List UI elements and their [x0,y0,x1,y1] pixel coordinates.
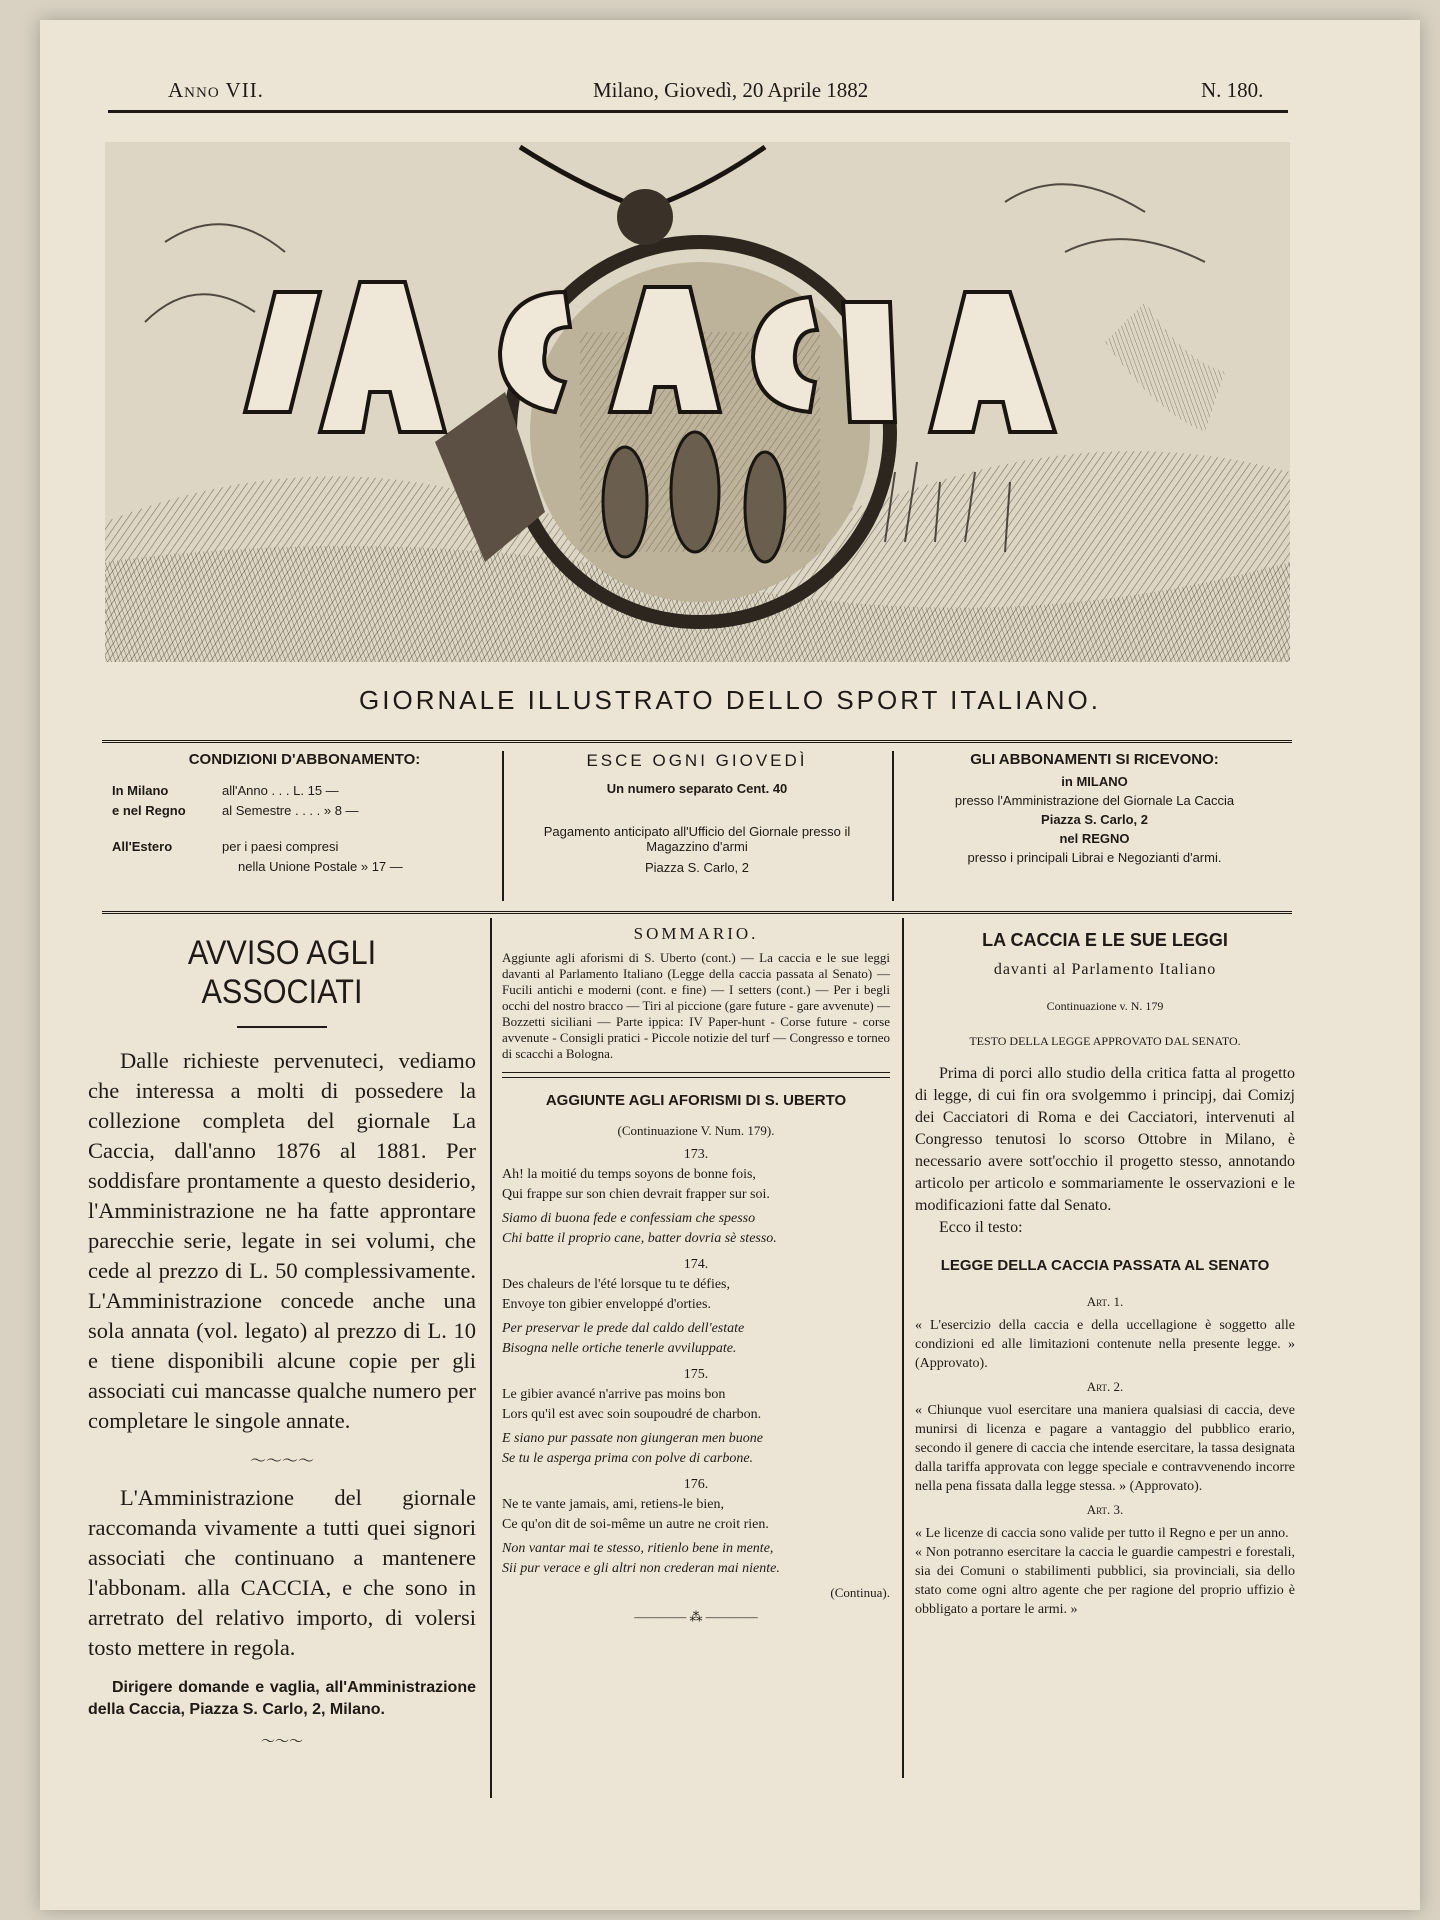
verse-translation: Bisogna nelle ortiche tenerle avviluppate. [502,1341,737,1356]
title-underline [237,1026,327,1028]
contact-paragraph: Dirigere domande e vaglia, all'Amministrazione della Caccia, Piazza S. Carlo, 2, Milano. [88,1679,476,1718]
law-continuation: Continuazione v. N. 179 [1046,999,1164,1013]
ornament-divider: 〜〜〜〜 [249,1453,314,1470]
weekly-info [512,743,882,911]
masthead-subtitle: GIORNALE ILLUSTRATO DELLO SPORT ITALIANO. [359,685,1101,715]
verse-translation: E siano pur passate non giungeran men buone [502,1431,763,1446]
conditions-table [112,783,492,879]
verse-number: 174. [683,1257,709,1272]
law-subtitle: davanti al Parlamento Italiano [993,961,1217,978]
verse-line: Ce qu'on dit de soi-même un autre ne croit rien. [502,1517,769,1532]
offices-regno: nel REGNO [1059,831,1130,846]
subscription-box [102,740,1292,914]
column-rule [902,918,904,1778]
conditions-row: In Milano all'Anno . . . L. 15 — [112,783,339,798]
sommario-column [502,920,890,1625]
article-3-heading: Art. 3. [1086,1502,1124,1517]
engraving-illustration [105,142,1290,662]
verse-number: 175. [683,1367,709,1382]
single-issue-price: Un numero separato Cent. 40 [606,781,788,796]
payment-note: Pagamento anticipato all'Ufficio del Giornale presso il Magazzino d'armi [543,824,851,854]
offices-administration: presso l'Amministrazione del Giornale La Caccia [954,793,1235,808]
weekly-title: ESCE OGNI GIOVEDÌ [586,751,808,770]
ecco-testo: Ecco il testo: [939,1219,1023,1236]
newspaper-page [40,20,1420,1910]
payment-address: Piazza S. Carlo, 2 [644,860,750,875]
verse-number: 176. [683,1477,709,1492]
conditions-row: e nel Regno al Semestre . . . . » 8 — [112,803,359,818]
offices-title: GLI ABBONAMENTI SI RICEVONO: [970,751,1219,768]
verse-174 [502,1255,890,1359]
verse-line: Lors qu'il est avec soin soupoudré de charbon. [502,1407,762,1422]
offices-milano: in MILANO [1061,774,1128,789]
verse-line: Ah! la moitié du temps soyons de bonne fois, [502,1167,756,1182]
conditions-heading: CONDIZIONI D'ABBONAMENTO: [188,751,421,768]
verse-translation: Sii pur verace e gli altri non crederan mai niente. [502,1561,780,1576]
masthead-illustration [105,142,1290,662]
verse-175 [502,1365,890,1469]
verse-line: Ne te vante jamais, ami, retiens-le bien, [502,1497,724,1512]
continua-note: (Continua). [830,1585,890,1600]
subscription-offices [902,743,1287,911]
aforismi-title: AGGIUNTE AGLI AFORISMI DI S. UBERTO [545,1092,847,1109]
law-title: LA CACCIA E LE SUE LEGGI [982,930,1228,950]
law-column [915,920,1295,1619]
verse-line: Le gibier avancé n'arrive pas moins bon [502,1387,726,1402]
verse-translation: Chi batte il proprio cane, batter dovria sè stesso. [502,1231,777,1246]
verse-line: Des chaleurs de l'été lorsque tu te défies, [502,1277,730,1292]
offices-address: Piazza S. Carlo, 2 [1041,812,1148,827]
box-divider [892,751,894,901]
verse-translation: Se tu le asperga prima con polve di carbone. [502,1451,754,1466]
header-rule [108,110,1288,113]
notice-column [88,920,476,1751]
verse-translation: Siamo di buona fede e confessiam che spesso [502,1211,756,1226]
arrears-paragraph: L'Amministrazione del giornale raccomanda vivamente a tutti quei signori associati che continuano a mantenere l'abbonam. alla CACCIA, e che sono in arretrato del relativo importo, di volersi tosto mettere in regola. [88,1485,476,1660]
double-rule [502,1072,890,1078]
article-2-text: « Chiunque vuol esercitare una maniera qualsiasi di caccia, deve munirsi di licenza e pagare a vantaggio del pubblico erario, secondo il genere di caccia che intende esercitare, la tassa designata dalla tariffa approvata con legge speciale e contravvenendo incorre nella pena fissata dalla legge stessa. » (Approvato). [915,1403,1295,1494]
subscription-conditions [112,743,497,911]
verse-176 [502,1475,890,1579]
verse-translation: Per preservar le prede dal caldo dell'estate [502,1321,745,1336]
notice-title: AVVISO AGLI ASSOCIATI [187,934,377,1011]
sommario-text: Aggiunte agli aforismi di S. Uberto (cont.) — La caccia e le sue leggi davanti al Parlamento Italiano (Legge della caccia passata al Senato) — Fucili antichi e moderni (cont. e fine) — I setters (cont.) — Per i begli occhi del nostro bracco — Tiri al piccione (gare future - gare avvenute) — Bozzetti siciliani — Parte ippica: IV Paper-hunt - Corse future - corse avvenute - Consigli pratici - Piccole notizie del turf — Congresso e torneo di scacchi a Bologna. [502,950,890,1061]
issue-number: N. 180. [1201,78,1264,102]
ornament-divider: ———— ⁂ ———— [634,1609,758,1624]
column-rule [490,918,492,1798]
article-3-text: « Le licenze di caccia sono valide per tutto il Regno e per un anno. [915,1526,1289,1541]
offices-booksellers: presso i principali Librai e Negozianti d'armi. [967,850,1222,865]
ornament-divider: 〜〜〜 [261,1735,303,1750]
verse-173 [502,1145,890,1249]
sommario-title: SOMMARIO. [633,924,759,943]
verse-line: Envoye ton gibier enveloppé d'orties. [502,1297,711,1312]
aforismi-continuation: (Continuazione V. Num. 179). [617,1123,775,1138]
notice-paragraph: Dalle richieste pervenuteci, vediamo che interessa a molti di possedere la collezione completa del giornale La Caccia, dall'anno 1876 al 1881. Per soddisfare prontamente a questo desiderio, l'Amministrazione ne ha fatte approntare parecchie serie, legate in sei volumi, che cede al prezzo di L. 50 complessivamente. L'Amministrazione concede anche una sola annata (vol. legato) al prezzo di L. 10 e tiene disponibili alcune copie per gli associati cui mancasse qualche numero per completare le singole annate. [88,1048,476,1433]
article-2-heading: Art. 2. [1086,1379,1124,1394]
legge-title: LEGGE DELLA CACCIA PASSATA AL SENATO [940,1257,1270,1274]
testo-title: TESTO DELLA LEGGE APPROVATO DAL SENATO. [969,1034,1241,1048]
conditions-row: All'Estero per i paesi compresi [112,839,339,854]
article-1-text: « L'esercizio della caccia e della uccellagione è soggetto alle condizioni ed alle limitazioni contenute nella presente legge. » (Approvato). [915,1318,1295,1371]
conditions-row: nella Unione Postale » 17 — [238,859,403,874]
issue-year: Anno VII. [168,78,264,102]
law-intro: Prima di porci allo studio della critica fatta al progetto di legge, di cui fin ora svolgemmo i principj, dai Comizj dei Cacciatori di Roma e dei Cacciatori, intervenuti al Congresso tenutosi lo scorso Ottobre in Milano, è necessario avere sott'occhio il progetto stesso, annotando articolo per articolo e sommariamente le osservazioni e le modificazioni fatte dal Senato. [915,1065,1295,1214]
box-divider [502,751,504,901]
issue-date: Milano, Giovedì, 20 Aprile 1882 [593,78,869,102]
article-1-heading: Art. 1. [1086,1294,1124,1309]
verse-number: 173. [683,1147,709,1162]
verse-line: Qui frappe sur son chien devrait frapper sur soi. [502,1187,770,1202]
article-3-text-2: « Non potranno esercitare la caccia le guardie campestri e forestali, sia dei Comuni o stabilimenti pubblici, sia provinciali, sia dello stato come ogni altro agente che per ragione del proprio uffizio è obbligato a portare le armi. » [915,1545,1295,1617]
verse-translation: Non vantar mai te stesso, ritienlo bene in mente, [502,1541,774,1556]
